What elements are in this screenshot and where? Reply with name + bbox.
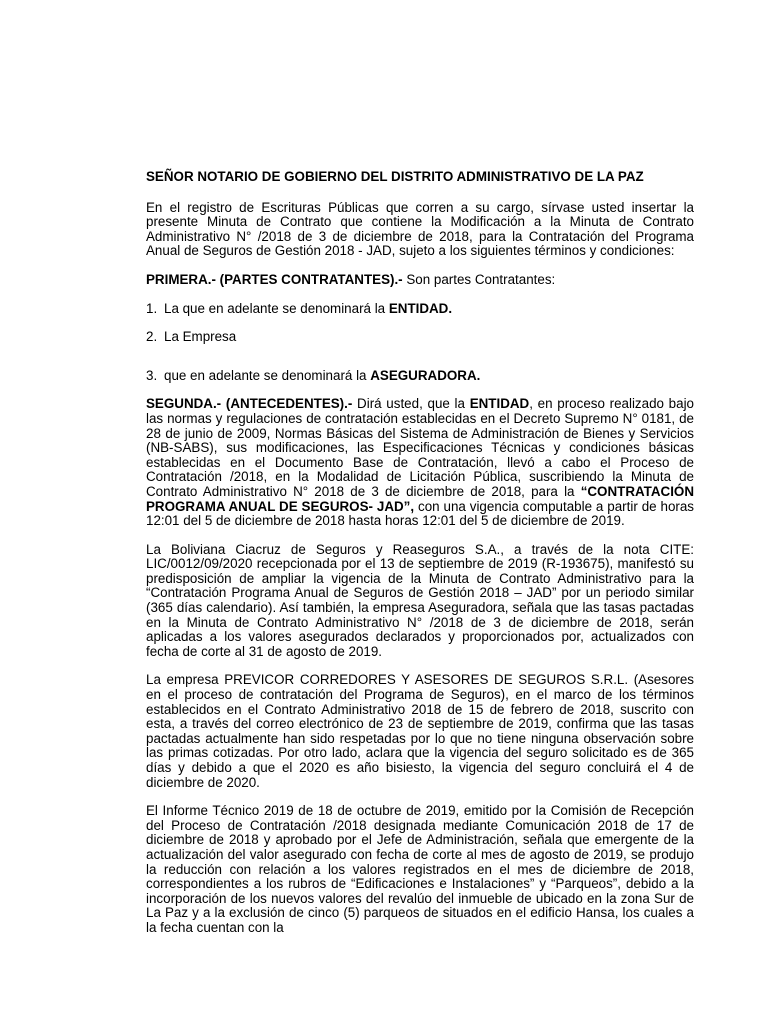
- entidad-term: ENTIDAD: [469, 396, 530, 412]
- party-number: 1.: [146, 300, 158, 316]
- party-item-2: [146, 330, 694, 345]
- clause-segunda: SEGUNDA.- (ANTECEDENTES).- Dirá usted, que la ENTIDAD, en proceso realizado bajo las normas y regulaciones de contratación establecidas en el Decreto Supremo N° 0181, de 28 de junio de 2009, Normas Básicas del Sistema de Administración de Bienes y Servicios (NB-SABS), sus modificaciones, las Especificaciones Técnicas y condiciones básicas establecidas en el Documento Base de Contratación, llevó a cabo el Proceso de Contratación /2018, en la Modalidad de Licitación Pública, suscribiendo la Minuta de Contrato Administrativo N° 2018 de 3 de diciembre de 2018, para la “CONTRATACIÓN PROGRAMA ANUAL DE SEGUROS- JAD”, con una vigencia computable a partir de horas 12:01 del 5 de diciembre de 2018 hasta horas 12:01 del 5 de diciembre de 2019.: [146, 396, 694, 529]
- party-text: La Empresa: [164, 329, 237, 345]
- clause-primera-text: Son partes Contratantes:: [402, 271, 556, 287]
- clause-segunda-heading: SEGUNDA.- (ANTECEDENTES).-: [146, 396, 353, 412]
- contract-name: “CONTRATACIÓN PROGRAMA ANUAL DE SEGUROS- JAD”,: [146, 483, 694, 514]
- party-item-3: [146, 369, 694, 384]
- clause-primera: [146, 273, 694, 288]
- document-page: [146, 156, 694, 936]
- intro-paragraph: En el registro de Escrituras Públicas que corren a su cargo, sírvase usted insertar la presente Minuta de Contrato que contiene la Modificación a la Minuta de Contrato Administrativo N° /2018 de 3 de diciembre de 2018, para la Contratación del Programa Anual de Seguros de Gestión 2018 - JAD, sujeto a los siguientes términos y condiciones:: [146, 199, 694, 259]
- party-role: ENTIDAD.: [388, 300, 453, 316]
- paragraph-boliviana: La Boliviana Ciacruz de Seguros y Reaseguros S.A., a través de la nota CITE: LIC/0012/09/2020 recepcionada por el 13 de septiembre de 2019 (R-193675), manifestó su predisposición de ampliar la vigencia de la Minuta de Contrato Administrativo para la “Contratación Programa Anual de Seguros de Gestión 2018 – JAD” por un periodo similar (365 días calendario). Así también, la empresa Aseguradora, señala que las tasas pactadas en la Minuta de Contrato Administrativo N° /2018 de 3 de diciembre de 2018, serán aplicadas a los valores asegurados declarados y proporcionados por, actualizados con fecha de corte al 31 de agosto de 2019.: [146, 541, 694, 659]
- party-number: 3.: [146, 367, 158, 383]
- party-text: que en adelante se denominará la ASEGURADORA.: [164, 367, 481, 383]
- clause-primera-heading: PRIMERA.- (PARTES CONTRATANTES).-: [146, 271, 403, 287]
- paragraph-previcor: La empresa PREVICOR CORREDORES Y ASESORES DE SEGUROS S.R.L. (Asesores en el proceso de contratación del Programa de Seguros), en el marco de los términos establecidos en el Contrato Administrativo 2018 de 15 de febrero de 2018, suscrito con esta, a través del correo electrónico de 23 de septiembre de 2019, confirma que las tasas pactadas actualmente han sido respetadas por lo que no tiene ninguna observación sobre las primas cotizadas. Por otro lado, aclara que la vigencia del seguro solicitado es de 365 días y debido a que el 2020 es año bisiesto, la vigencia del seguro concluirá el 4 de diciembre de 2020.: [146, 672, 694, 790]
- party-item-1: [146, 302, 694, 317]
- document-title: SEÑOR NOTARIO DE GOBIERNO DEL DISTRITO ADMINISTRATIVO DE LA PAZ: [146, 169, 644, 184]
- party-role: ASEGURADORA.: [370, 367, 481, 383]
- paragraph-informe-tecnico: El Informe Técnico 2019 de 18 de octubre de 2019, emitido por la Comisión de Recepción del Proceso de Contratación /2018 designada mediante Comunicación 2018 de 17 de diciembre de 2018 y aprobado por el Jefe de Administración, señala que emergente de la actualización del valor asegurado con fecha de corte al mes de agosto de 2019, se produjo la reducción con relación a los valores registrados en el mes de diciembre de 2018, correspondientes a los rubros de “Edificaciones e Instalaciones” y “Parqueos”, debido a la incorporación de los nuevos valores del revalúo del inmueble de ubicado en la zona Sur de La Paz y a la exclusión de cinco (5) parqueos de situados en el edificio Hansa, los cuales a la fecha cuentan con la: [146, 803, 694, 935]
- party-text: La que en adelante se denominará la ENTIDAD.: [164, 300, 453, 316]
- party-number: 2.: [146, 329, 158, 345]
